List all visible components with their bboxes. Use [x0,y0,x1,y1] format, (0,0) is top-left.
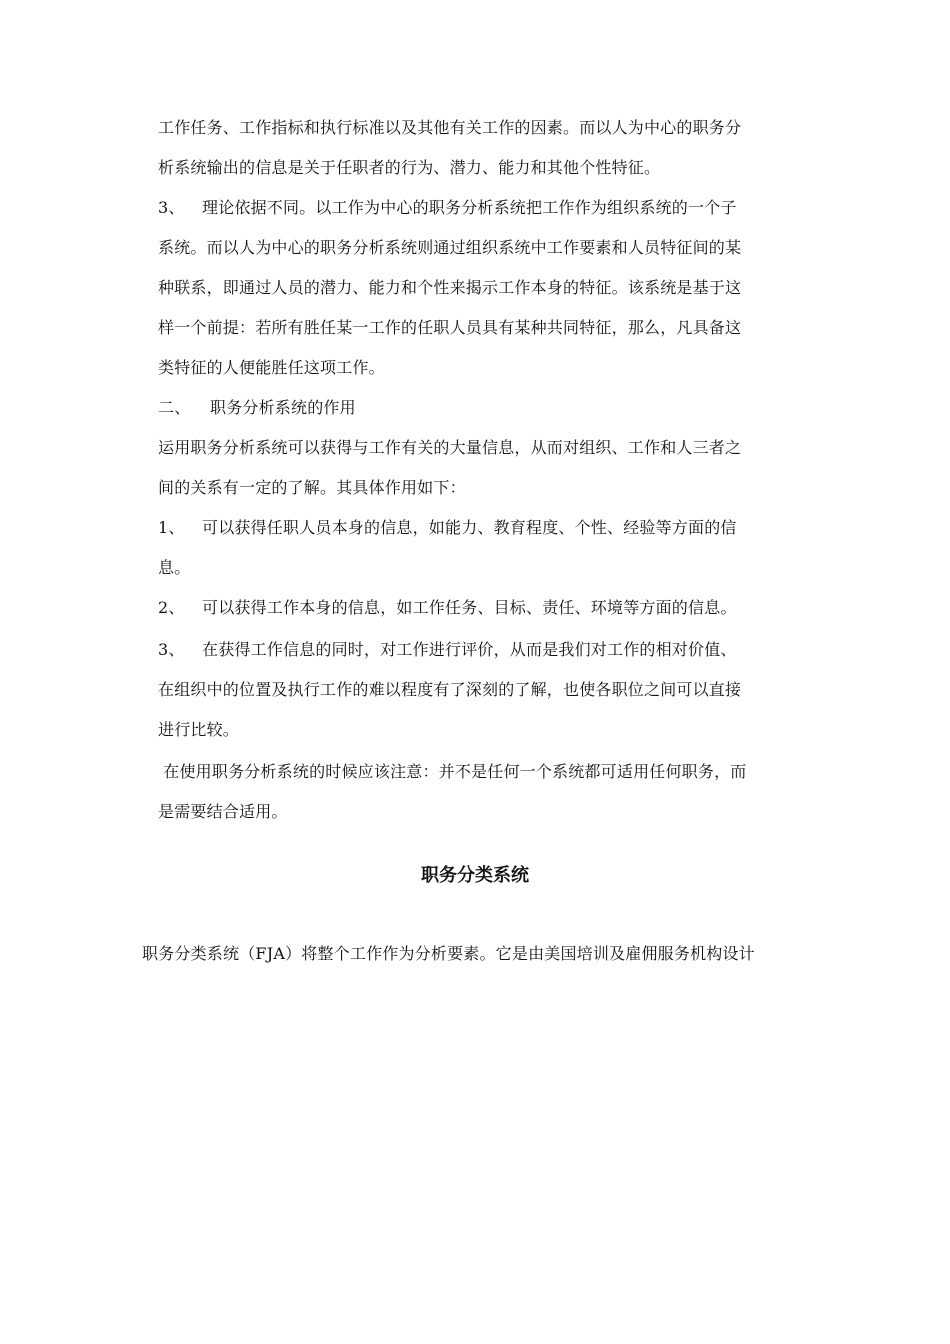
list-number: 3、 [158,198,185,217]
paragraph-line: 在使用职务分析系统的时候应该注意：并不是任何一个系统都可适用任何职务，而 [158,762,747,781]
paragraph-line: 职务分类系统（FJA）将整个工作作为分析要素。它是由美国培训及雇佣服务机构设计 [142,944,755,963]
list-item-3 [158,198,737,218]
paragraph-line: 在组织中的位置及执行工作的难以程度有了深刻的了解，也使各职位之间可以直接 [158,680,742,699]
paragraph-line: 间的关系有一定的了解。其具体作用如下： [158,478,466,497]
paragraph-line: 种联系，即通过人员的潜力、能力和个性来揭示工作本身的特征。该系统是基于这 [158,278,742,297]
paragraph-line: 工作任务、工作指标和执行标准以及其他有关工作的因素。而以人为中心的职务分 [158,118,742,137]
list-item-1 [158,518,737,538]
section-title: 职务分析系统的作用 [210,398,356,417]
section-heading [158,398,356,418]
list-number: 3、 [158,640,185,659]
list-item-3b [158,640,737,660]
list-number: 2、 [158,598,185,617]
list-number: 1、 [158,518,185,537]
paragraph-line: 运用职务分析系统可以获得与工作有关的大量信息，从而对组织、工作和人三者之 [158,438,742,457]
paragraph-line: 进行比较。 [158,720,240,739]
list-item-2 [158,598,737,618]
paragraph-line: 系统。而以人为中心的职务分析系统则通过组织系统中工作要素和人员特征间的某 [158,238,742,257]
list-item-text: 可以获得工作本身的信息，如工作任务、目标、责任、环境等方面的信息。 [202,598,737,617]
list-item-text: 可以获得任职人员本身的信息，如能力、教育程度、个性、经验等方面的信 [202,518,737,537]
paragraph-line: 析系统输出的信息是关于任职者的行为、潜力、能力和其他个性特征。 [158,158,661,177]
section-number: 二、 [158,398,191,417]
document-heading: 职务分类系统 [421,865,529,886]
paragraph-line: 类特征的人便能胜任这项工作。 [158,358,385,377]
list-item-text: 理论依据不同。以工作为中心的职务分析系统把工作作为组织系统的一个子 [202,198,737,217]
paragraph-line: 息。 [158,558,191,577]
paragraph-line: 是需要结合适用。 [158,802,288,821]
paragraph-line: 样一个前提：若所有胜任某一工作的任职人员具有某种共同特征，那么，凡具备这 [158,318,742,337]
list-item-text: 在获得工作信息的同时，对工作进行评价，从而是我们对工作的相对价值、 [202,640,737,659]
